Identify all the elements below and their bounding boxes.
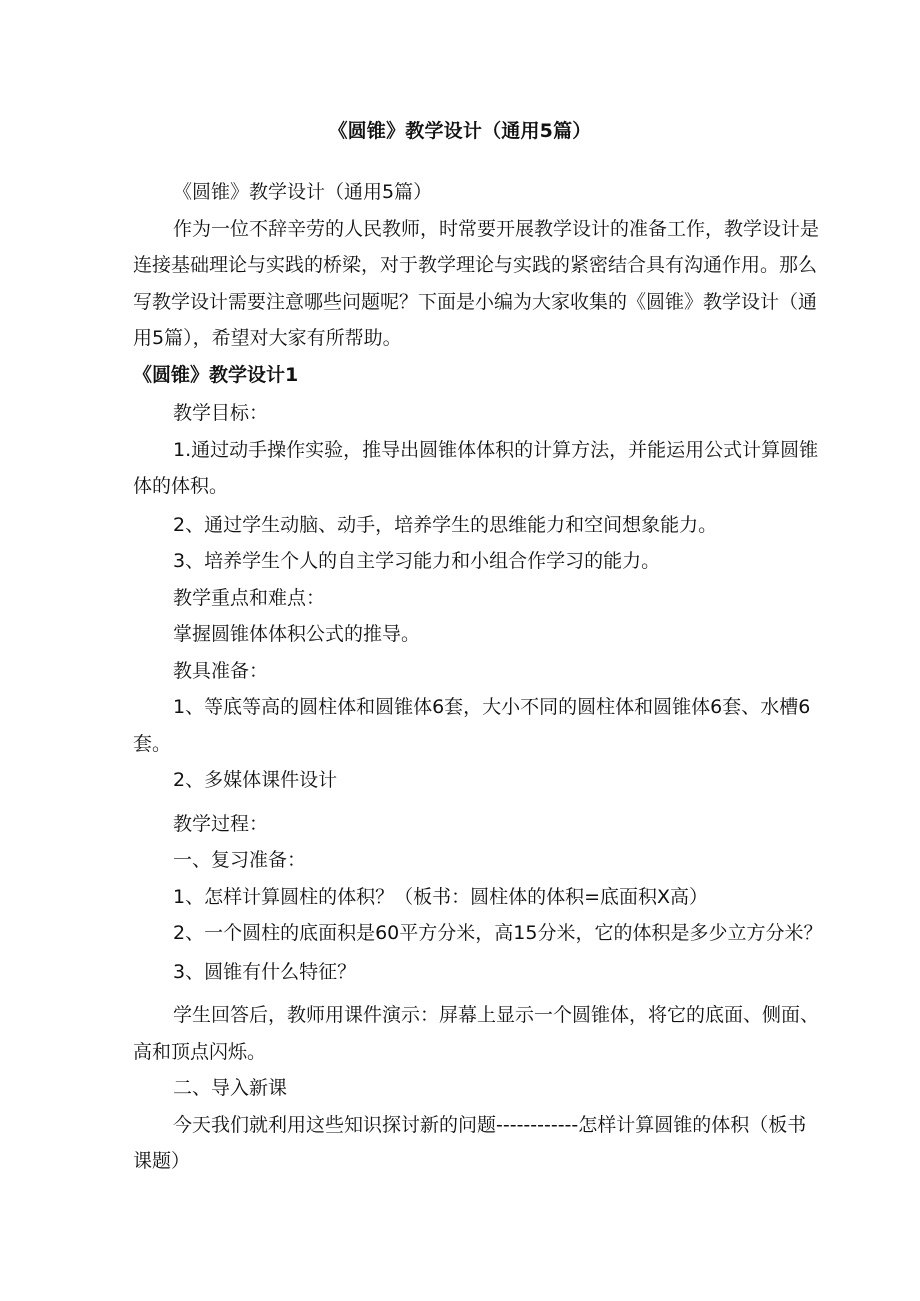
- teaching-goals-label: 教学目标：: [173, 402, 269, 424]
- tool-2: 2、多媒体课件设计: [173, 769, 338, 791]
- goal-2: 2、通过学生动脑、动手，培养学生的思维能力和空间想象能力。: [173, 513, 718, 536]
- document-content: [133, 174, 823, 1180]
- review-label: 一、复习准备：: [173, 849, 307, 871]
- section-heading: 《圆锥》教学设计1: [133, 363, 299, 386]
- tools-label: 教具准备：: [173, 659, 269, 682]
- subtitle: 《圆锥》教学设计（通用5篇）: [173, 181, 433, 203]
- review-question-3: 3、圆锥有什么特征？: [173, 960, 357, 983]
- goal-1: 1.通过动手操作实验，推导出圆锥体体积的计算方法，并能运用公式计算圆锥体的体积。: [133, 438, 819, 497]
- review-question-2: 2、一个圆柱的底面积是60平方分米，高15分米，它的体积是多少立方分米？: [173, 922, 823, 944]
- key-points-label: 教学重点和难点：: [173, 586, 326, 609]
- answer-demo-paragraph: 学生回答后，教师用课件演示：屏幕上显示一个圆锥体，将它的底面、侧面、高和顶点闪烁。: [133, 1004, 820, 1063]
- document-title: 《圆锥》教学设计（通用5篇）: [328, 120, 592, 142]
- new-lesson-text: 今天我们就利用这些知识探讨新的问题------------怎样计算圆锥的体积（板书课题）: [133, 1113, 807, 1172]
- intro-paragraph: 作为一位不辞辛劳的人民教师，时常要开展教学设计的准备工作，教学设计是连接基础理论与实践的桥梁，对于教学理论与实践的紧密结合具有沟通作用。那么写教学设计需要注意哪些问题呢？下面是小编为大家收集的《圆锥》教学设计（通用5篇），希望对大家有所帮助。: [133, 217, 820, 349]
- goal-3: 3、培养学生个人的自主学习能力和小组合作学习的能力。: [173, 550, 661, 572]
- new-lesson-label: 二、导入新课: [173, 1077, 288, 1099]
- review-question-1: 1、怎样计算圆柱的体积？（板书：圆柱体的体积=底面积X高）: [173, 885, 709, 908]
- tool-1: 1、等底等高的圆柱体和圆锥体6套，大小不同的圆柱体和圆锥体6套、水槽6套。: [133, 696, 811, 755]
- process-label: 教学过程：: [173, 812, 269, 835]
- key-points-text: 掌握圆锥体体积公式的推导。: [173, 623, 421, 645]
